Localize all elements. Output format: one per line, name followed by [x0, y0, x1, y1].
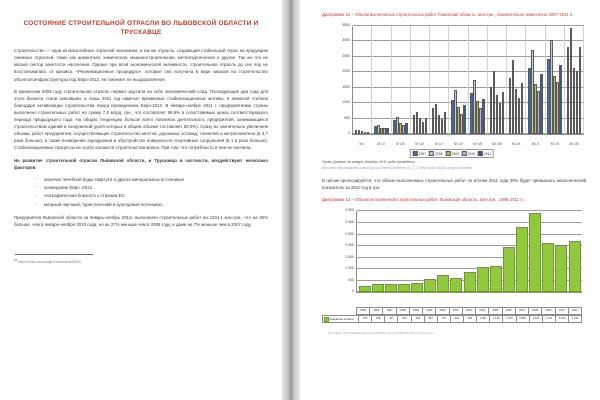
y-axis-tick: 500 — [348, 277, 354, 282]
list-item — [14, 184, 268, 191]
bar — [405, 123, 408, 134]
value-cell: 866 — [464, 316, 477, 322]
y-axis-tick: 2500 — [342, 53, 350, 58]
x-axis-label: М I — [359, 142, 364, 146]
y-axis-tick: 2 500 — [345, 231, 354, 236]
page-right — [300, 0, 600, 400]
value-cell: 276 — [359, 316, 372, 322]
y-axis-tick: 0 — [348, 131, 350, 135]
y-axis-tick: 3 000 — [345, 219, 354, 224]
chart-13-series-label — [323, 316, 359, 322]
y-axis-tick: 0 — [352, 289, 354, 294]
closing-paragraph: Предприятия Львовской области за январь-ноябрь 2011г. выполнили строительных работ на 2234,1 млн.грн., что на 30% больше, чем в январе-ноябре 2010 года, но на 27% меньше чем в 2008 году, и даже на 7% меньше чем в 2007 году. — [14, 214, 268, 227]
value-cell: 737 — [438, 316, 451, 322]
bar-group — [411, 26, 430, 134]
legend-swatch-icon — [478, 151, 483, 156]
bar-group — [372, 26, 391, 134]
x-axis-label: М I-VIII — [491, 142, 503, 146]
bar-group — [565, 26, 584, 134]
year-cell: 2002 — [450, 308, 463, 314]
legend-label: 2008 — [435, 151, 443, 156]
chart-12-caption: Диаграмма 12 – Объем выполненых строительных работ Львовская область, млн.грн., накопительно помесячно 2007-2011 гг. — [322, 12, 574, 17]
chart-13-bars — [357, 211, 582, 292]
value-cell: 2 828 — [517, 316, 530, 322]
x-axis-label: М I-VII — [472, 142, 483, 146]
bar — [424, 279, 436, 292]
year-cell: 2011 — [569, 308, 582, 314]
bar-group — [526, 26, 545, 134]
legend-label: 2007 — [418, 151, 427, 156]
bullets-intro: На развитие строительной отрасли Львовской области, и Трускавца в частности, воздействуют несколько факторов: — [14, 157, 268, 170]
legend-swatch-icon — [429, 151, 434, 156]
year-cell: 1998 — [397, 308, 410, 314]
footnote — [14, 258, 268, 265]
list-item — [14, 201, 268, 208]
value-cell: 343 — [398, 316, 411, 322]
factors-list — [14, 176, 268, 208]
year-cell: 2010 — [556, 308, 569, 314]
legend-label: 2011 — [484, 151, 492, 156]
value-cell: 2 134 — [543, 316, 556, 322]
bar — [579, 47, 582, 134]
year-cell: 2006 — [503, 308, 516, 314]
year-cell: 2005 — [489, 308, 502, 314]
bar — [502, 92, 505, 134]
bar — [372, 284, 384, 292]
bar-group — [469, 26, 488, 134]
series-swatch-icon — [324, 317, 329, 322]
value-cell: 2 040 — [556, 316, 569, 322]
x-axis-label: М I-XI — [550, 142, 560, 146]
page-gutter — [282, 0, 300, 400]
bar-group — [449, 26, 468, 134]
chart-diagram-13 — [316, 207, 588, 336]
year-cell: 2000 — [423, 308, 436, 314]
bar-group — [507, 26, 526, 134]
list-item-label: наличие лечебной воды Нафтуся и других минеральных источников — [44, 176, 184, 182]
bar — [463, 105, 466, 134]
legend-swatch-icon — [462, 151, 467, 156]
footnote-separator — [15, 254, 93, 255]
chart-13-values — [359, 316, 582, 322]
forecast-paragraph: В целом прогнозируется, что объем выполненных строительных работ по итогам 2011 года 30% будет превышать аналогический показатель за 2010 год в грн. — [322, 178, 586, 191]
year-cell: 2008 — [529, 308, 542, 314]
legend-item[interactable] — [462, 151, 475, 156]
bar — [521, 83, 524, 134]
bullet-dash-icon: - — [35, 192, 37, 198]
year-cell: 1995 — [357, 308, 370, 314]
bar — [559, 65, 562, 134]
chart-12-source[interactable]: Источник: http://database.ukrstat.gov.ua/Themes/29/theme_61_2_27.php?code=03&ind_page=plotTables — [322, 166, 472, 171]
y-axis-tick: 500 — [344, 115, 350, 120]
value-cell: 418 — [412, 316, 425, 322]
y-axis-tick: 1500 — [342, 84, 350, 89]
y-axis-tick: 2000 — [342, 69, 350, 74]
bar — [503, 247, 515, 293]
year-cell: 2004 — [476, 308, 489, 314]
year-cell: 2003 — [463, 308, 476, 314]
list-item — [14, 192, 268, 199]
page-left — [0, 0, 282, 400]
bar-group — [488, 26, 507, 134]
value-cell: 634 — [451, 316, 464, 322]
x-axis-label: М I-X — [531, 142, 540, 146]
bar — [450, 278, 462, 293]
legend-label: 2009 — [451, 151, 459, 156]
y-axis-tick: 1 500 — [345, 254, 354, 259]
bar — [444, 112, 447, 134]
list-item-label: проведение Евро -2012 — [44, 184, 93, 190]
legend-item[interactable] — [413, 151, 426, 156]
x-axis-label: М I-VI — [454, 142, 463, 146]
bullet-dash-icon: - — [35, 184, 37, 190]
legend-swatch-icon — [445, 151, 450, 156]
bullet-dash-icon: - — [35, 201, 37, 207]
x-axis-label: М I-IV — [415, 142, 424, 146]
bar — [367, 132, 370, 134]
x-axis-label: М I-III — [396, 142, 405, 146]
year-cell: 2001 — [436, 308, 449, 314]
bar — [464, 272, 476, 292]
chart-12-legend — [410, 149, 494, 158]
x-axis-label: М I-II — [377, 142, 385, 146]
bar — [425, 118, 428, 134]
legend-swatch-icon — [413, 151, 418, 156]
chart-13-source[interactable]: Источник: http://oblstat.stat.lviv.ua/ukr/themes_lviv/28/price/Ob-em-bud.aspx — [328, 331, 434, 336]
value-cell: 561 — [425, 316, 438, 322]
footnote-marker: 21 — [14, 258, 18, 263]
bar — [529, 213, 541, 292]
year-cell: 1996 — [370, 308, 383, 314]
year-cell: 2007 — [516, 308, 529, 314]
x-axis-label: М I-V — [435, 142, 443, 146]
value-cell: 1 148 — [490, 316, 503, 322]
list-item — [14, 176, 268, 183]
paragraph-2: В кризисном 2008 году строительная отрасль первая ощутила на себе экономический спад. Последующие два года для этого бизнеса стали шоковыми, и лишь 2011 год наметил временные стабилизационные мотивы, в немалой степени благодаря активизации строительства перед проведением Евро-2012. В январе-ноябре 2011 г. предприятиями страны выполнено строительных работ на сумму 7,8 млрд. грн., что составляет 98,6% в сопоставимых ценах соответствующего периода предыдущего года. На общую тенденцию больше всего повлияла деятельность предприятий, занимающихся строительством одиний и сооружений (доля которых в общем объеме составляет 83,0%). Сразу их значительно увеличили объемы работ предприятия, осуществляющие строительство мостов, дорожных эстакад, тоннелей и метрополитена (в 3,7 раза больше), а также возведение аэродромов и обустройство поверхности спортивных сооружений (в 1,6 раза больше). Стабилизационные процессы не особо касаются строительства жилья. При том, что потребность в нем не кончала. — [14, 88, 268, 151]
bar — [437, 275, 449, 292]
page-title: СОСТОЯНИЕ СТРОИТЕЛЬНОЙ ОТРАСЛИ ВО ЛЬВОВСКОЙ ОБЛАСТИ И ТРУСКАВЦЕ — [23, 20, 259, 36]
bar-group — [353, 26, 372, 134]
chart-12-bar-groups — [353, 26, 584, 134]
bar-group — [546, 26, 565, 134]
chart-12-plot-area — [342, 23, 584, 135]
bar — [385, 284, 397, 292]
bar-group — [392, 26, 411, 134]
bar — [482, 99, 485, 134]
year-cell: 1997 — [383, 308, 396, 314]
bar — [490, 266, 502, 293]
bar — [386, 128, 389, 134]
y-axis-tick: 2 000 — [345, 243, 354, 248]
legend-item[interactable] — [478, 151, 491, 156]
bar — [398, 284, 410, 292]
chart-13-value-row — [322, 315, 582, 323]
footnote-url[interactable]: http://norilin.cdn.ua/sign/Ovlenmeva/14603 — [18, 260, 81, 265]
bullet-dash-icon: - — [35, 176, 37, 182]
value-cell: 348 — [372, 316, 385, 322]
bar-group — [430, 26, 449, 134]
list-item-label: мощный научный, туристический и культурный потенциал. — [44, 201, 164, 207]
y-axis-tick: 1 000 — [345, 266, 354, 271]
bar — [411, 283, 423, 293]
legend-label: 2010 — [467, 151, 476, 156]
y-axis-tick: 1000 — [342, 100, 350, 105]
chart-12-note: Прим: Данные за январь-декабрь 2011 года приведены — [322, 160, 415, 164]
legend-item[interactable] — [429, 151, 442, 156]
value-cell: 1 970 — [503, 316, 516, 322]
bar — [359, 286, 371, 292]
year-cell: 2009 — [542, 308, 555, 314]
value-cell: 2 234 — [569, 316, 582, 322]
bar — [516, 227, 528, 292]
bar — [569, 241, 581, 293]
chart-13-caption: Диаграмма 13 – Объем исполненной строительных работ, Львовская область, млн.грн., 1995-2011 гг. — [322, 197, 524, 203]
bar — [542, 243, 554, 292]
y-axis-tick: 3 500 — [345, 208, 354, 213]
bar — [540, 74, 543, 134]
bar — [477, 267, 489, 292]
bar — [555, 245, 567, 292]
chart-diagram-12 — [316, 22, 588, 157]
value-cell: 347 — [385, 316, 398, 322]
legend-item[interactable] — [445, 151, 458, 156]
chart-12-x-axis-labels — [352, 142, 584, 146]
value-cell: 3 423 — [530, 316, 543, 322]
year-cell: 1999 — [410, 308, 423, 314]
chart-13-plot-area — [345, 208, 582, 294]
paragraph-1: Строительство — одна из масштабных отраслей экономики, а так же отрасль, создающая стабильный спрос на продукцию смежных отраслей, таких как цементная, химическая, машиностроительная, металлургическая и другие. Так же это не малый сектор занятости населения. Однако при всей экономической значимости, строительная отрасль до сих пор не восстановилась от кризиса. «Реанимационные процедуры», которые она получила в виде заказов на строительство объектов инфраструктуры под Евро-2012, не означает ее выздоровления. — [14, 48, 268, 82]
y-axis-tick: 3500 — [342, 23, 350, 27]
value-cell: 1 087 — [477, 316, 490, 322]
x-axis-label: М I-IX — [512, 142, 521, 146]
list-item-label: географическая близость к странам ЕС — [44, 193, 125, 199]
series-label-text: Львовская область — [329, 317, 355, 322]
x-axis-label: М I-XII — [569, 142, 579, 146]
y-axis-tick: 3000 — [342, 38, 350, 43]
chart-13-year-row — [356, 307, 582, 315]
